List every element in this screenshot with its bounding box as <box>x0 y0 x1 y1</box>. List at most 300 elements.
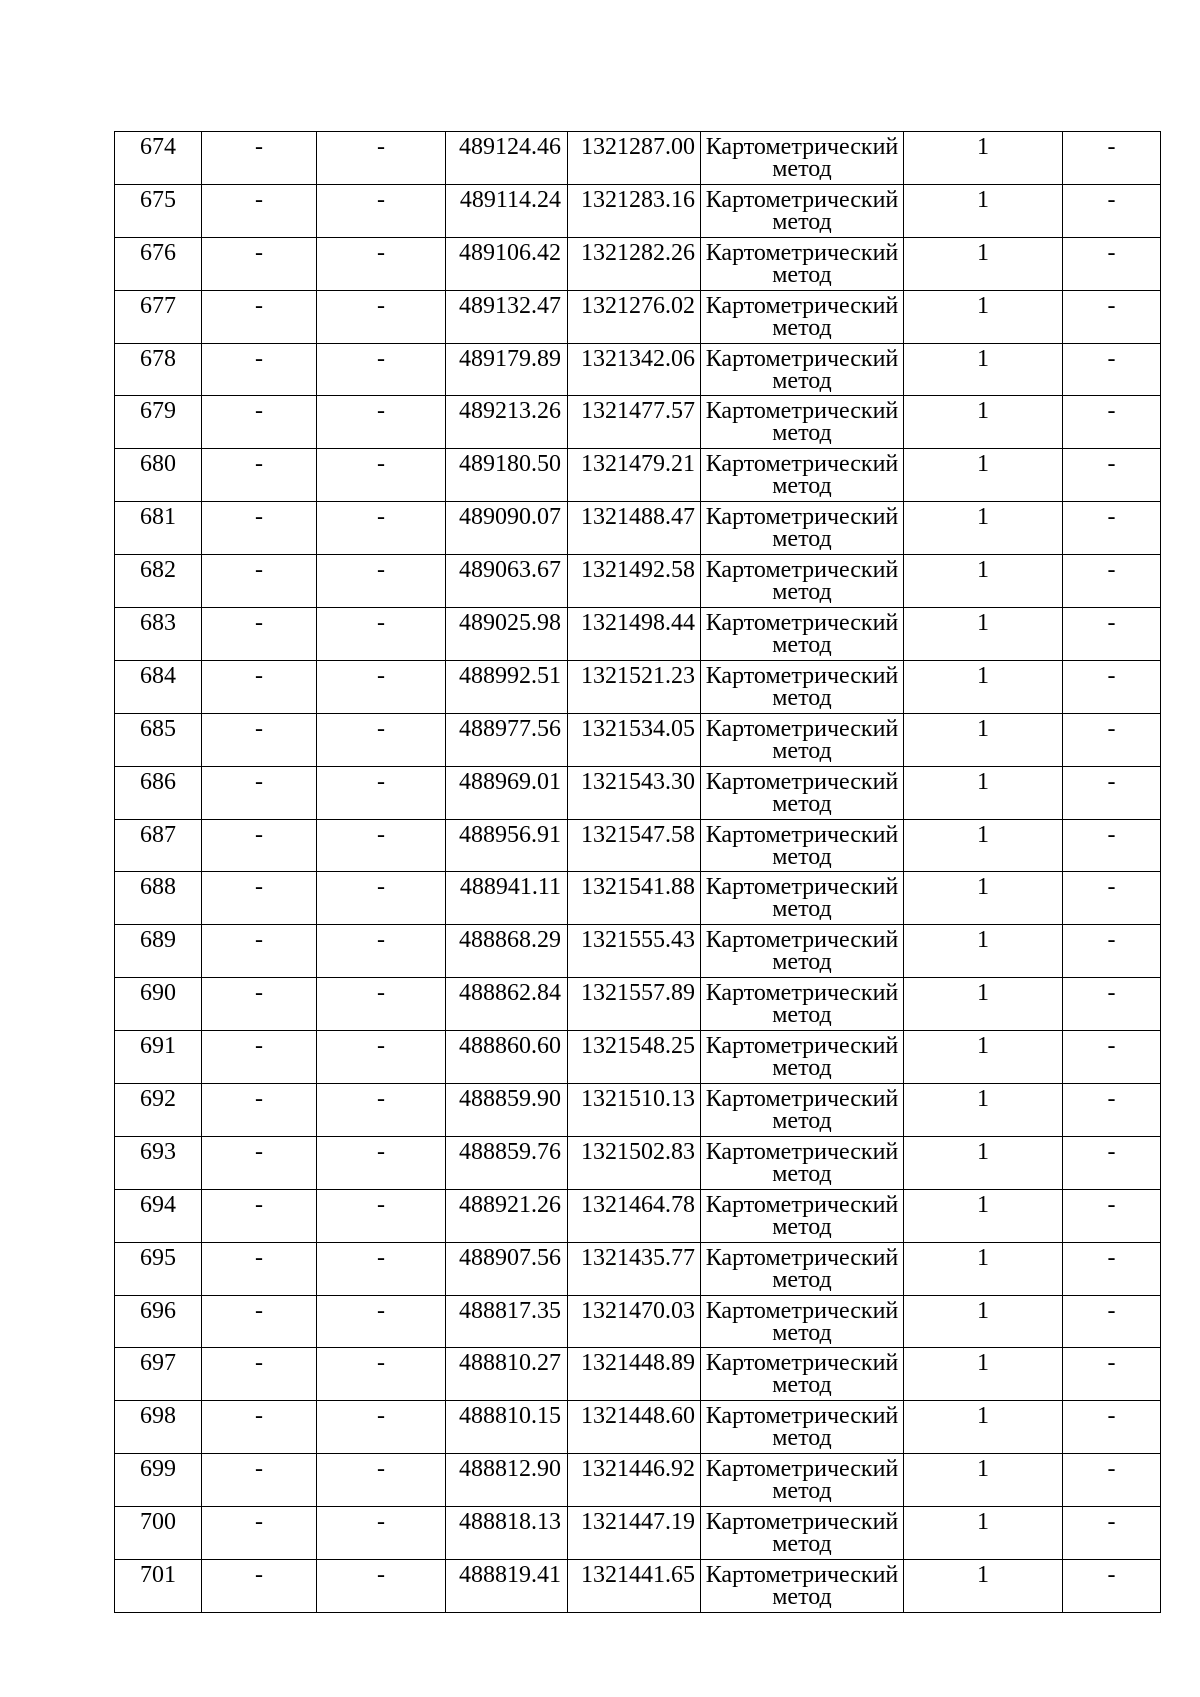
method-label-line1: Картометрический <box>705 662 899 689</box>
empty-value-cell: - <box>1063 766 1161 819</box>
table-row <box>115 555 1161 608</box>
point-number-cell: 688 <box>115 872 202 925</box>
y-coordinate-cell: 1321276.02 <box>568 290 701 343</box>
empty-value-cell: - <box>1063 1189 1161 1242</box>
method-cell <box>701 449 904 502</box>
accuracy-cell: 1 <box>904 1507 1063 1560</box>
accuracy-cell: 1 <box>904 660 1063 713</box>
y-coordinate-cell: 1321492.58 <box>568 555 701 608</box>
point-number-cell: 693 <box>115 1136 202 1189</box>
x-coordinate-cell: 488819.41 <box>446 1560 568 1613</box>
empty-value-cell: - <box>317 1031 446 1084</box>
x-coordinate-cell: 489106.42 <box>446 237 568 290</box>
table-row <box>115 925 1161 978</box>
x-coordinate-cell: 489132.47 <box>446 290 568 343</box>
method-label-line2: метод <box>772 634 832 657</box>
y-coordinate-cell: 1321543.30 <box>568 766 701 819</box>
point-number-cell: 701 <box>115 1560 202 1613</box>
empty-value-cell: - <box>317 1401 446 1454</box>
empty-value-cell: - <box>202 502 317 555</box>
empty-value-cell: - <box>202 290 317 343</box>
method-label-line2: метод <box>772 951 832 974</box>
accuracy-cell: 1 <box>904 1084 1063 1137</box>
accuracy-cell: 1 <box>904 1560 1063 1613</box>
table-row <box>115 132 1161 185</box>
empty-value-cell: - <box>202 449 317 502</box>
accuracy-cell: 1 <box>904 978 1063 1031</box>
method-cell <box>701 978 904 1031</box>
accuracy-cell: 1 <box>904 290 1063 343</box>
table-row <box>115 1454 1161 1507</box>
x-coordinate-cell: 489114.24 <box>446 184 568 237</box>
empty-value-cell: - <box>317 1454 446 1507</box>
method-cell <box>701 1031 904 1084</box>
y-coordinate-cell: 1321287.00 <box>568 132 701 185</box>
method-cell <box>701 132 904 185</box>
x-coordinate-cell: 488977.56 <box>446 713 568 766</box>
method-label-line2: метод <box>772 1427 832 1450</box>
point-number-cell: 682 <box>115 555 202 608</box>
empty-value-cell: - <box>1063 1295 1161 1348</box>
method-label-line1: Картометрический <box>705 610 899 637</box>
method-label-line1: Картометрический <box>705 134 899 160</box>
empty-value-cell: - <box>202 1189 317 1242</box>
method-cell <box>701 1454 904 1507</box>
empty-value-cell: - <box>317 1242 446 1295</box>
accuracy-cell: 1 <box>904 1189 1063 1242</box>
empty-value-cell: - <box>317 502 446 555</box>
method-label-line2: метод <box>772 1004 832 1027</box>
point-number-cell: 696 <box>115 1295 202 1348</box>
y-coordinate-cell: 1321477.57 <box>568 396 701 449</box>
method-label-line2: метод <box>772 792 832 815</box>
method-label-line2: метод <box>772 1533 832 1556</box>
accuracy-cell: 1 <box>904 449 1063 502</box>
x-coordinate-cell: 489124.46 <box>446 132 568 185</box>
point-number-cell: 685 <box>115 713 202 766</box>
empty-value-cell: - <box>202 1401 317 1454</box>
point-number-cell: 684 <box>115 660 202 713</box>
empty-value-cell: - <box>202 1560 317 1613</box>
empty-value-cell: - <box>317 343 446 396</box>
method-label-line1: Картометрический <box>705 1191 899 1218</box>
accuracy-cell: 1 <box>904 132 1063 185</box>
method-label-line1: Картометрический <box>705 1350 899 1377</box>
method-cell <box>701 1560 904 1613</box>
point-number-cell: 683 <box>115 608 202 661</box>
method-label-line2: метод <box>772 739 832 762</box>
x-coordinate-cell: 488817.35 <box>446 1295 568 1348</box>
method-cell <box>701 502 904 555</box>
empty-value-cell: - <box>317 978 446 1031</box>
empty-value-cell: - <box>317 608 446 661</box>
method-label-line2: метод <box>772 1586 832 1609</box>
y-coordinate-cell: 1321502.83 <box>568 1136 701 1189</box>
empty-value-cell: - <box>202 396 317 449</box>
empty-value-cell: - <box>202 608 317 661</box>
empty-value-cell: - <box>202 925 317 978</box>
empty-value-cell: - <box>202 237 317 290</box>
table-row <box>115 872 1161 925</box>
method-cell <box>701 290 904 343</box>
empty-value-cell: - <box>202 1348 317 1401</box>
method-cell <box>701 1295 904 1348</box>
method-cell <box>701 184 904 237</box>
point-number-cell: 691 <box>115 1031 202 1084</box>
accuracy-cell: 1 <box>904 343 1063 396</box>
empty-value-cell: - <box>317 1295 446 1348</box>
point-number-cell: 674 <box>115 132 202 185</box>
y-coordinate-cell: 1321342.06 <box>568 343 701 396</box>
x-coordinate-cell: 488969.01 <box>446 766 568 819</box>
method-label-line1: Картометрический <box>705 186 899 213</box>
method-cell <box>701 1507 904 1560</box>
empty-value-cell: - <box>1063 1348 1161 1401</box>
method-cell <box>701 872 904 925</box>
table-row <box>115 608 1161 661</box>
x-coordinate-cell: 488868.29 <box>446 925 568 978</box>
accuracy-cell: 1 <box>904 237 1063 290</box>
accuracy-cell: 1 <box>904 608 1063 661</box>
accuracy-cell: 1 <box>904 1348 1063 1401</box>
table-row <box>115 1560 1161 1613</box>
accuracy-cell: 1 <box>904 396 1063 449</box>
accuracy-cell: 1 <box>904 1136 1063 1189</box>
method-cell <box>701 766 904 819</box>
table-row <box>115 1295 1161 1348</box>
table-row <box>115 290 1161 343</box>
x-coordinate-cell: 488862.84 <box>446 978 568 1031</box>
method-cell <box>701 1136 904 1189</box>
empty-value-cell: - <box>1063 502 1161 555</box>
empty-value-cell: - <box>1063 1136 1161 1189</box>
method-cell <box>701 1348 904 1401</box>
table-row <box>115 1348 1161 1401</box>
empty-value-cell: - <box>1063 555 1161 608</box>
y-coordinate-cell: 1321557.89 <box>568 978 701 1031</box>
method-label-line2: метод <box>772 1162 832 1185</box>
method-label-line2: метод <box>772 1480 832 1503</box>
point-number-cell: 680 <box>115 449 202 502</box>
method-label-line1: Картометрический <box>705 980 899 1007</box>
method-label-line1: Картометрический <box>705 1403 899 1430</box>
method-cell <box>701 713 904 766</box>
empty-value-cell: - <box>317 819 446 872</box>
empty-value-cell: - <box>1063 1242 1161 1295</box>
x-coordinate-cell: 489025.98 <box>446 608 568 661</box>
empty-value-cell: - <box>202 1507 317 1560</box>
empty-value-cell: - <box>202 132 317 185</box>
accuracy-cell: 1 <box>904 713 1063 766</box>
method-label-line1: Картометрический <box>705 821 899 848</box>
empty-value-cell: - <box>202 872 317 925</box>
table-row <box>115 1507 1161 1560</box>
y-coordinate-cell: 1321470.03 <box>568 1295 701 1348</box>
point-number-cell: 686 <box>115 766 202 819</box>
empty-value-cell: - <box>202 1454 317 1507</box>
point-number-cell: 675 <box>115 184 202 237</box>
empty-value-cell: - <box>1063 396 1161 449</box>
empty-value-cell: - <box>202 555 317 608</box>
point-number-cell: 676 <box>115 237 202 290</box>
method-cell <box>701 660 904 713</box>
table-row <box>115 1189 1161 1242</box>
accuracy-cell: 1 <box>904 766 1063 819</box>
table-row <box>115 449 1161 502</box>
empty-value-cell: - <box>317 396 446 449</box>
x-coordinate-cell: 488810.15 <box>446 1401 568 1454</box>
method-cell <box>701 343 904 396</box>
y-coordinate-cell: 1321555.43 <box>568 925 701 978</box>
x-coordinate-cell: 488941.11 <box>446 872 568 925</box>
y-coordinate-cell: 1321283.16 <box>568 184 701 237</box>
method-label-line1: Картометрический <box>705 1033 899 1060</box>
method-cell <box>701 555 904 608</box>
empty-value-cell: - <box>1063 184 1161 237</box>
empty-value-cell: - <box>317 925 446 978</box>
point-number-cell: 679 <box>115 396 202 449</box>
method-label-line2: метод <box>772 263 832 286</box>
method-label-line2: метод <box>772 210 832 233</box>
y-coordinate-cell: 1321282.26 <box>568 237 701 290</box>
y-coordinate-cell: 1321464.78 <box>568 1189 701 1242</box>
method-label-line1: Картометрический <box>705 768 899 795</box>
table-row <box>115 766 1161 819</box>
y-coordinate-cell: 1321447.19 <box>568 1507 701 1560</box>
table-row <box>115 1401 1161 1454</box>
x-coordinate-cell: 488921.26 <box>446 1189 568 1242</box>
point-number-cell: 678 <box>115 343 202 396</box>
empty-value-cell: - <box>317 872 446 925</box>
empty-value-cell: - <box>317 132 446 185</box>
method-label-line2: метод <box>772 475 832 498</box>
empty-value-cell: - <box>317 1189 446 1242</box>
method-label-line2: метод <box>772 422 832 445</box>
empty-value-cell: - <box>1063 1454 1161 1507</box>
method-label-line1: Картометрический <box>705 874 899 901</box>
table-row <box>115 237 1161 290</box>
x-coordinate-cell: 489213.26 <box>446 396 568 449</box>
x-coordinate-cell: 488956.91 <box>446 819 568 872</box>
method-label-line2: метод <box>772 845 832 868</box>
method-label-line1: Картометрический <box>705 504 899 531</box>
method-label-line1: Картометрический <box>705 927 899 954</box>
y-coordinate-cell: 1321541.88 <box>568 872 701 925</box>
empty-value-cell: - <box>1063 449 1161 502</box>
y-coordinate-cell: 1321488.47 <box>568 502 701 555</box>
method-label-line1: Картометрический <box>705 1244 899 1271</box>
x-coordinate-cell: 488859.76 <box>446 1136 568 1189</box>
empty-value-cell: - <box>202 343 317 396</box>
point-number-cell: 694 <box>115 1189 202 1242</box>
empty-value-cell: - <box>317 290 446 343</box>
point-number-cell: 699 <box>115 1454 202 1507</box>
method-label-line2: метод <box>772 528 832 551</box>
point-number-cell: 700 <box>115 1507 202 1560</box>
accuracy-cell: 1 <box>904 555 1063 608</box>
table-row <box>115 184 1161 237</box>
method-cell <box>701 608 904 661</box>
method-label-line2: метод <box>772 1215 832 1238</box>
empty-value-cell: - <box>202 660 317 713</box>
empty-value-cell: - <box>1063 1401 1161 1454</box>
empty-value-cell: - <box>317 1560 446 1613</box>
method-label-line1: Картометрический <box>705 715 899 742</box>
empty-value-cell: - <box>317 1348 446 1401</box>
method-cell <box>701 1242 904 1295</box>
empty-value-cell: - <box>202 1242 317 1295</box>
table-row <box>115 660 1161 713</box>
method-cell <box>701 819 904 872</box>
empty-value-cell: - <box>1063 978 1161 1031</box>
point-number-cell: 690 <box>115 978 202 1031</box>
y-coordinate-cell: 1321521.23 <box>568 660 701 713</box>
method-cell <box>701 396 904 449</box>
y-coordinate-cell: 1321479.21 <box>568 449 701 502</box>
x-coordinate-cell: 488907.56 <box>446 1242 568 1295</box>
x-coordinate-cell: 489090.07 <box>446 502 568 555</box>
x-coordinate-cell: 488818.13 <box>446 1507 568 1560</box>
method-label-line2: метод <box>772 581 832 604</box>
coordinates-table <box>114 131 1161 1613</box>
method-label-line1: Картометрический <box>705 1086 899 1113</box>
y-coordinate-cell: 1321534.05 <box>568 713 701 766</box>
point-number-cell: 677 <box>115 290 202 343</box>
table-row <box>115 1136 1161 1189</box>
table-row <box>115 1084 1161 1137</box>
empty-value-cell: - <box>202 1031 317 1084</box>
empty-value-cell: - <box>202 819 317 872</box>
method-label-line2: метод <box>772 1110 832 1133</box>
method-label-line1: Картометрический <box>705 1509 899 1536</box>
empty-value-cell: - <box>1063 343 1161 396</box>
x-coordinate-cell: 488810.27 <box>446 1348 568 1401</box>
coordinates-table-body <box>115 132 1161 1613</box>
x-coordinate-cell: 488859.90 <box>446 1084 568 1137</box>
method-label-line2: метод <box>772 369 832 392</box>
empty-value-cell: - <box>1063 237 1161 290</box>
accuracy-cell: 1 <box>904 872 1063 925</box>
method-label-line1: Картометрический <box>705 1297 899 1324</box>
x-coordinate-cell: 489179.89 <box>446 343 568 396</box>
point-number-cell: 692 <box>115 1084 202 1137</box>
y-coordinate-cell: 1321498.44 <box>568 608 701 661</box>
empty-value-cell: - <box>1063 290 1161 343</box>
method-label-line1: Картометрический <box>705 398 899 425</box>
y-coordinate-cell: 1321446.92 <box>568 1454 701 1507</box>
table-row <box>115 1242 1161 1295</box>
y-coordinate-cell: 1321547.58 <box>568 819 701 872</box>
accuracy-cell: 1 <box>904 1295 1063 1348</box>
y-coordinate-cell: 1321448.60 <box>568 1401 701 1454</box>
empty-value-cell: - <box>1063 925 1161 978</box>
accuracy-cell: 1 <box>904 1242 1063 1295</box>
method-label-line1: Картометрический <box>705 1456 899 1483</box>
method-label-line1: Картометрический <box>705 292 899 319</box>
y-coordinate-cell: 1321548.25 <box>568 1031 701 1084</box>
point-number-cell: 697 <box>115 1348 202 1401</box>
method-label-line2: метод <box>772 1057 832 1080</box>
table-row <box>115 396 1161 449</box>
method-label-line1: Картометрический <box>705 557 899 584</box>
method-label-line2: метод <box>772 1374 832 1397</box>
empty-value-cell: - <box>317 660 446 713</box>
accuracy-cell: 1 <box>904 1401 1063 1454</box>
method-label-line1: Картометрический <box>705 1138 899 1165</box>
point-number-cell: 687 <box>115 819 202 872</box>
point-number-cell: 698 <box>115 1401 202 1454</box>
method-label-line2: метод <box>772 1321 832 1344</box>
method-cell <box>701 925 904 978</box>
x-coordinate-cell: 488992.51 <box>446 660 568 713</box>
method-label-line2: метод <box>772 898 832 921</box>
accuracy-cell: 1 <box>904 1454 1063 1507</box>
empty-value-cell: - <box>1063 872 1161 925</box>
table-row <box>115 819 1161 872</box>
table-row <box>115 713 1161 766</box>
empty-value-cell: - <box>317 713 446 766</box>
empty-value-cell: - <box>317 1084 446 1137</box>
x-coordinate-cell: 488812.90 <box>446 1454 568 1507</box>
empty-value-cell: - <box>202 1084 317 1137</box>
empty-value-cell: - <box>317 184 446 237</box>
empty-value-cell: - <box>202 1136 317 1189</box>
method-label-line2: метод <box>772 1268 832 1291</box>
method-label-line2: метод <box>772 158 832 180</box>
empty-value-cell: - <box>1063 1084 1161 1137</box>
empty-value-cell: - <box>317 766 446 819</box>
accuracy-cell: 1 <box>904 1031 1063 1084</box>
empty-value-cell: - <box>1063 608 1161 661</box>
empty-value-cell: - <box>202 978 317 1031</box>
empty-value-cell: - <box>317 1507 446 1560</box>
empty-value-cell: - <box>202 713 317 766</box>
method-label-line1: Картометрический <box>705 451 899 478</box>
x-coordinate-cell: 488860.60 <box>446 1031 568 1084</box>
accuracy-cell: 1 <box>904 184 1063 237</box>
method-label-line1: Картометрический <box>705 1562 899 1589</box>
empty-value-cell: - <box>1063 1560 1161 1613</box>
empty-value-cell: - <box>317 555 446 608</box>
empty-value-cell: - <box>1063 1031 1161 1084</box>
empty-value-cell: - <box>202 184 317 237</box>
method-cell <box>701 237 904 290</box>
method-label-line1: Картометрический <box>705 239 899 266</box>
empty-value-cell: - <box>202 1295 317 1348</box>
x-coordinate-cell: 489063.67 <box>446 555 568 608</box>
point-number-cell: 695 <box>115 1242 202 1295</box>
accuracy-cell: 1 <box>904 502 1063 555</box>
accuracy-cell: 1 <box>904 819 1063 872</box>
method-cell <box>701 1084 904 1137</box>
empty-value-cell: - <box>1063 713 1161 766</box>
point-number-cell: 689 <box>115 925 202 978</box>
empty-value-cell: - <box>317 449 446 502</box>
method-cell <box>701 1401 904 1454</box>
empty-value-cell: - <box>1063 1507 1161 1560</box>
empty-value-cell: - <box>1063 819 1161 872</box>
empty-value-cell: - <box>1063 132 1161 185</box>
method-label-line2: метод <box>772 686 832 709</box>
point-number-cell: 681 <box>115 502 202 555</box>
empty-value-cell: - <box>202 766 317 819</box>
y-coordinate-cell: 1321510.13 <box>568 1084 701 1137</box>
method-label-line2: метод <box>772 316 832 339</box>
empty-value-cell: - <box>317 1136 446 1189</box>
method-label-line1: Картометрический <box>705 345 899 372</box>
y-coordinate-cell: 1321448.89 <box>568 1348 701 1401</box>
table-row <box>115 502 1161 555</box>
